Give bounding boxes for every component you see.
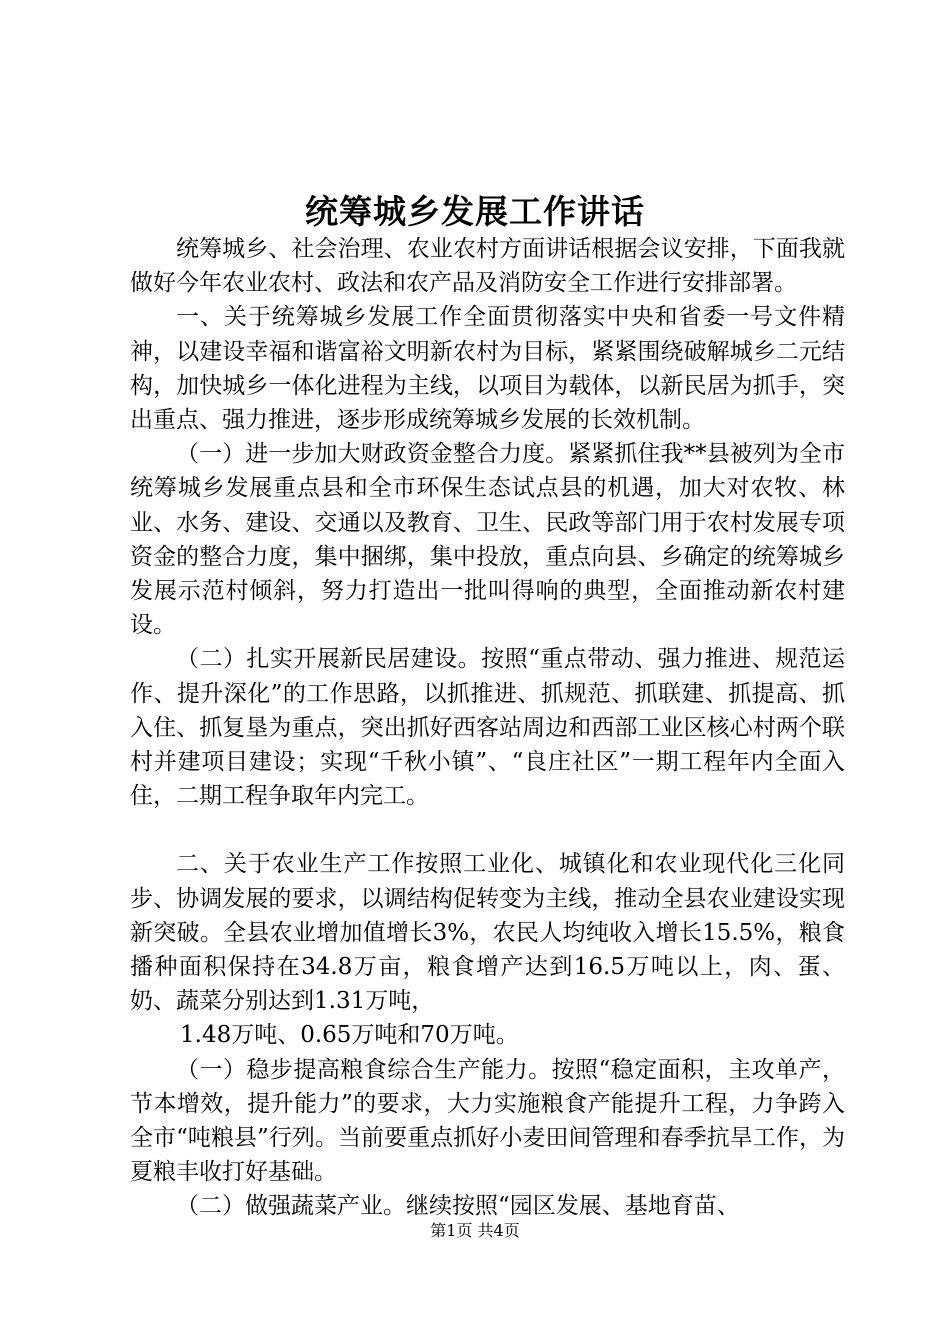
paragraph-section-1: 一、关于统筹城乡发展工作全面贯彻落实中央和省委一号文件精神，以建设幸福和谐富裕文明新农村为目标，紧紧围绕破解城乡二元结构，加快城乡一体化进程为主线，以项目为载体，以新民居为抓手，突出重点、强力推进，逐步形成统筹城乡发展的长效机制。 xyxy=(130,304,845,434)
paragraph-section-2: 二、关于农业生产工作按照工业化、城镇化和农业现代化三化同步、协调发展的要求，以调结构促转变为主线，推动全县农业建设实现新突破。全县农业增加值增长3%，农民人均纯收入增长15.5%，粮食播种面积保持在34.8万亩，粮食增产达到16.5万吨以上，肉、蛋、奶、蔬菜分别达到1.31万吨， xyxy=(130,851,845,1015)
paragraph-intro: 统筹城乡、社会治理、农业农村方面讲话根据会议安排，下面我就做好今年农业农村、政法和农产品及消防安全工作进行安排部署。 xyxy=(130,236,845,297)
paragraph-spacer xyxy=(130,813,845,847)
paragraph-section-2-continuation: 1.48万吨、0.65万吨和70万吨。 xyxy=(180,1022,519,1049)
document-body xyxy=(130,232,845,1224)
page-footer: 第1页 共4页 xyxy=(430,1221,520,1240)
paragraph-section-1-item-1: （一）进一步加大财政资金整合力度。紧紧抓住我**县被列为全市统筹城乡发展重点县和全市环保生态试点县的机遇，加大对农牧、林业、水务、建设、交通以及教育、卫生、民政等部门用于农村发展专项资金的整合力度，集中捆绑，集中投放，重点向县、乡确定的统筹城乡发展示范村倾斜，努力打造出一批叫得响的典型，全面推动新农村建设。 xyxy=(130,441,845,639)
paragraph-section-2-item-2: （二）做强蔬菜产业。继续按照“园区发展、基地育苗、 xyxy=(176,1193,740,1220)
document-title: 统筹城乡发展工作讲话 xyxy=(305,192,645,231)
paragraph-section-2-item-1: （一）稳步提高粮食综合生产能力。按照“稳定面积，主攻单产，节本增效，提升能力”的要求，大力实施粮食产能提升工程，力争跨入全市“吨粮县”行列。当前要重点抓好小麦田间管理和春季抗旱工作，为夏粮丰收打好基础。 xyxy=(130,1056,845,1186)
paragraph-section-1-item-2: （二）扎实开展新民居建设。按照“重点带动、强力推进、规范运作、提升深化”的工作思路，以抓推进、抓规范、抓联建、抓提高、抓入住、抓复垦为重点，突出抓好西客站周边和西部工业区核心村两个联村并建项目建设；实现“千秋小镇”、“良庄社区”一期工程年内全面入住，二期工程争取年内完工。 xyxy=(130,646,845,810)
